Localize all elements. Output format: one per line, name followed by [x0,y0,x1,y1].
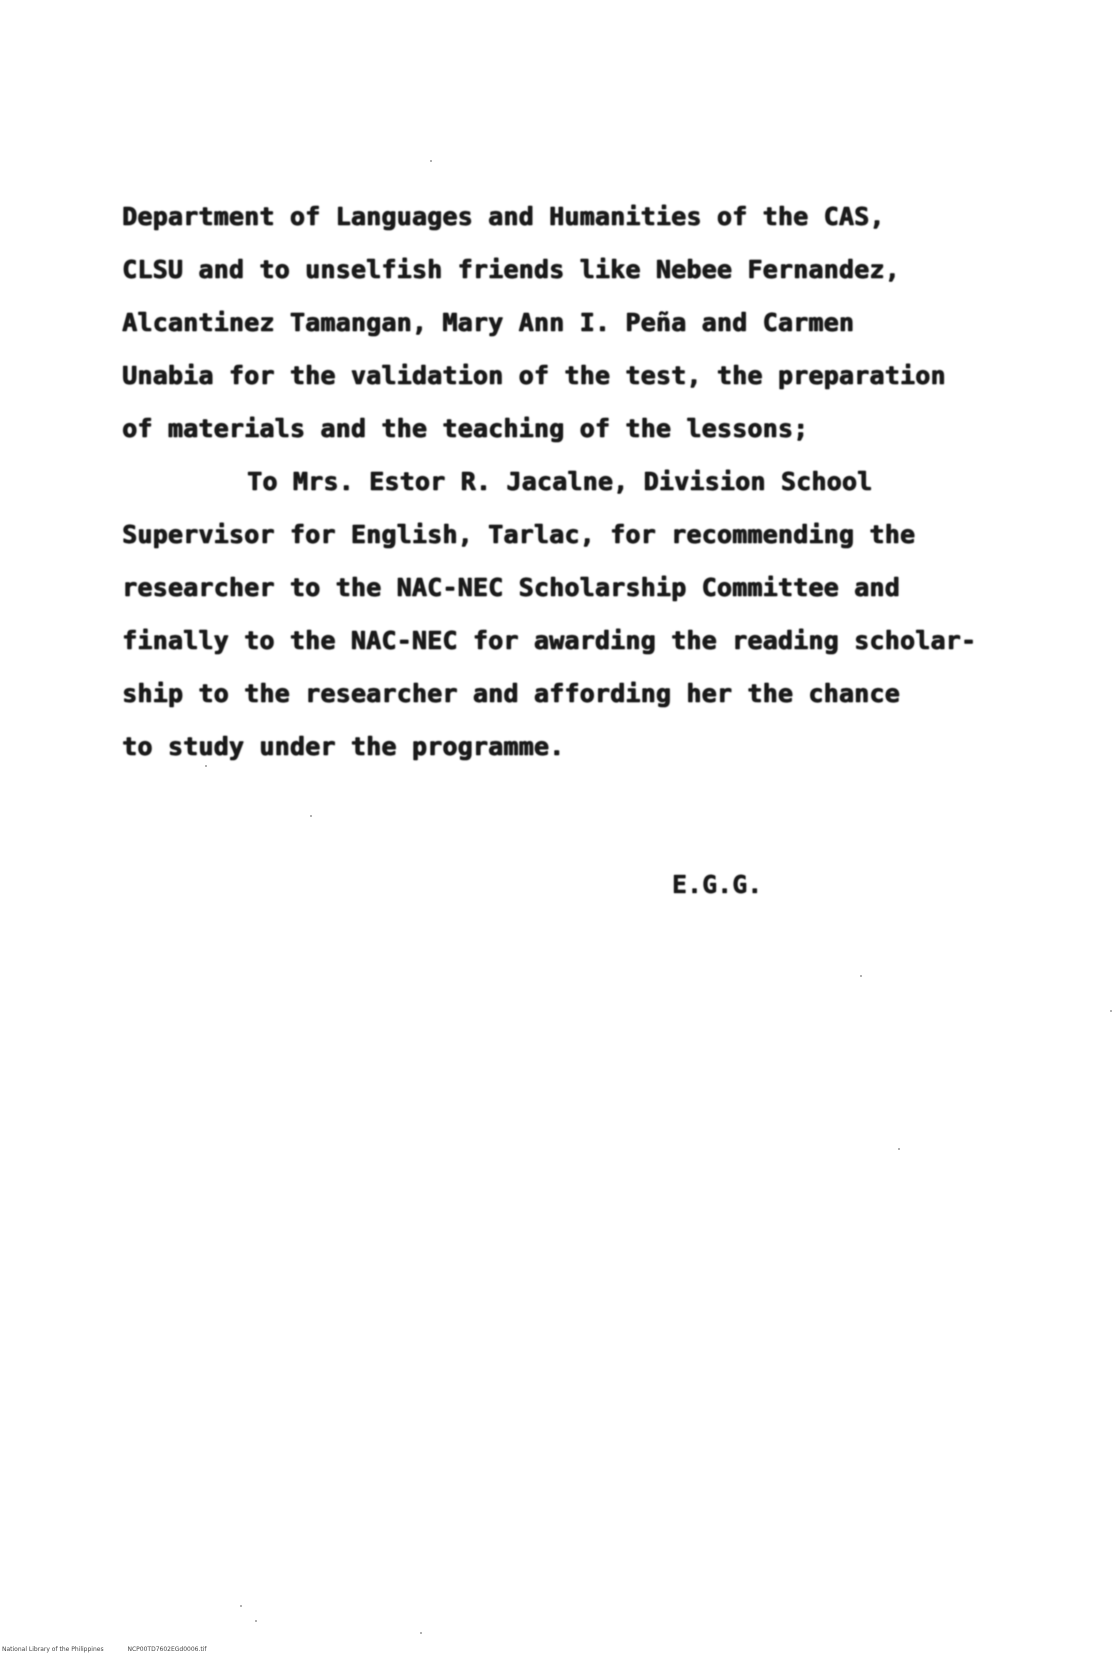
text-line: of materials and the teaching of the lessons; [122,414,809,443]
author-initials: E.G.G. [672,870,763,899]
text-line: Department of Languages and Humanities of the CAS, [122,202,885,231]
acknowledgment-text [122,190,1042,773]
text-line: researcher to the NAC-NEC Scholarship Committee and [122,573,900,602]
scan-speck [420,1632,422,1634]
text-line: finally to the NAC-NEC for awarding the reading scholar- [122,626,977,655]
scan-footer [2,1646,229,1653]
text-line: ship to the researcher and affording her the chance [122,679,900,708]
text-line: CLSU and to unselfish friends like Nebee Fernandez, [122,255,900,284]
text-line: Alcantinez Tamangan, Mary Ann I. Peña and Carmen [122,308,855,337]
footer-library: National Library of the Philippines [2,1646,104,1653]
scan-speck [240,1605,242,1607]
footer-file-id: NCP00TD7602EGd0006.tif [127,1646,207,1653]
text-line: Supervisor for English, Tarlac, for recommending the [122,520,916,549]
scan-speck [310,815,312,817]
scan-speck [205,765,207,767]
scan-speck [255,1620,257,1622]
text-line: Unabia for the validation of the test, the preparation [122,361,946,390]
scan-speck [898,1148,900,1150]
scan-speck [860,975,862,977]
text-line: to study under the programme. [122,732,565,761]
scan-speck [430,160,432,162]
scan-speck [1110,1010,1112,1012]
text-line: To Mrs. Estor R. Jacalne, Division School [247,467,873,496]
